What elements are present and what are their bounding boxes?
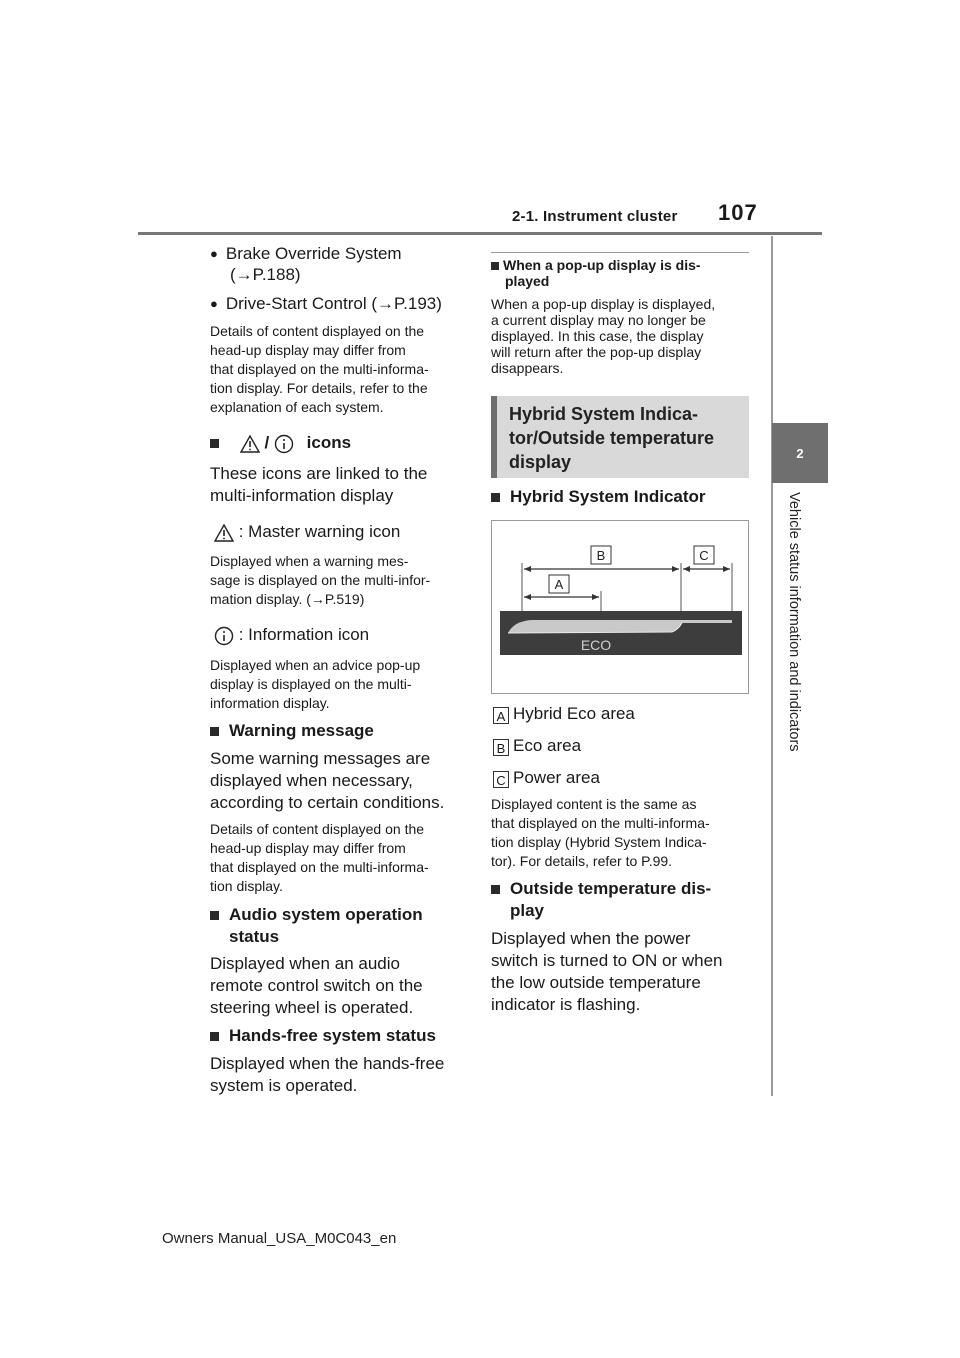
popup-heading: When a pop-up display is dis- played	[491, 257, 701, 289]
legend-b: B Eco area	[493, 735, 581, 757]
information-label: : Information icon	[214, 624, 369, 646]
information-icon	[274, 434, 294, 454]
page-number: 107	[718, 200, 758, 225]
audio-status-text: Displayed when an audio remote control switch on the steering wheel is operated.	[210, 954, 423, 1017]
outside-temp-heading: Outside temperature dis- play	[491, 878, 711, 922]
information-icon	[214, 626, 234, 646]
chapter-tab[interactable]: 2	[772, 423, 828, 483]
legend-key-b: B	[493, 739, 509, 756]
square-bullet-icon	[491, 493, 500, 502]
warning-triangle-icon	[240, 435, 260, 453]
hands-free-heading: Hands-free system status	[210, 1025, 436, 1047]
popup-text: When a pop-up display is displayed, a current display may no longer be displayed. In this case, the display will return after the pop-up display disappears.	[491, 296, 716, 376]
hsi-heading: Hybrid System Indicator	[491, 486, 706, 508]
warning-triangle-icon	[214, 524, 234, 542]
master-warning-label: : Master warning icon	[214, 521, 400, 543]
warning-message-note: Details of content displayed on the head-up display may differ from that displayed on the multi-informa- tion display.	[210, 821, 429, 894]
eco-label: ECO	[580, 637, 612, 653]
legend-a: A Hybrid Eco area	[493, 703, 635, 725]
information-desc: Displayed when an advice pop-up display is displayed on the multi- information display.	[210, 657, 421, 711]
bullet-brake-override: ● Brake Override System	[210, 243, 402, 266]
label-c: C	[699, 548, 709, 563]
square-bullet-icon	[210, 911, 219, 920]
side-rule	[771, 236, 773, 1096]
bullet-brake-override-ref[interactable]: (→P.188)	[230, 265, 301, 284]
warning-message-text: Some warning messages are displayed when necessary, according to certain conditions.	[210, 749, 445, 812]
section-title-box: Hybrid System Indica- tor/Outside temperature display	[491, 396, 749, 478]
square-bullet-icon	[210, 439, 219, 448]
legend-key-c: C	[493, 771, 509, 788]
footer-doc-id: Owners Manual_USA_M0C043_en	[162, 1230, 397, 1247]
warning-message-heading: Warning message	[210, 720, 374, 742]
arrow-icon: →	[310, 591, 325, 607]
arrow-icon: →	[235, 265, 253, 284]
hybrid-indicator-diagram	[491, 520, 749, 694]
label-a: A	[554, 577, 564, 592]
arrow-icon: →	[377, 294, 394, 313]
section-title: 2-1. Instrument cluster	[512, 208, 678, 225]
hands-free-text: Displayed when the hands-free system is operated.	[210, 1054, 445, 1095]
divider	[491, 252, 749, 253]
square-bullet-icon	[210, 1032, 219, 1041]
master-warning-desc: Displayed when a warning mes- sage is displayed on the multi-infor- mation display. (→P.519)	[210, 553, 431, 607]
icons-text: These icons are linked to the multi-information display	[210, 464, 428, 505]
chapter-title: Vehicle status information and indicators	[786, 492, 802, 752]
label-b: B	[596, 548, 606, 563]
note-hud-differ: Details of content displayed on the head-up display may differ from that displayed on the multi-informa- tion display. For details, refer to the explanation of each system.	[210, 323, 429, 415]
square-bullet-icon	[491, 262, 499, 270]
square-bullet-icon	[491, 885, 500, 894]
icons-heading: / icons	[210, 432, 351, 454]
bullet-drive-start: ● Drive-Start Control (→P.193)	[210, 293, 442, 316]
audio-status-heading: Audio system operation status	[210, 904, 423, 948]
hsi-note: Displayed content is the same as that displayed on the multi-informa- tion display (Hybrid System Indica- tor). For details, refer to P.99.	[491, 796, 710, 869]
header-rule	[138, 232, 822, 235]
outside-temp-text: Displayed when the power switch is turned to ON or when the low outside temperature indicator is flashing.	[491, 929, 723, 1014]
legend-key-a: A	[493, 707, 509, 724]
square-bullet-icon	[210, 727, 219, 736]
hybrid-indicator-illustration	[492, 521, 748, 693]
legend-c: C Power area	[493, 767, 600, 789]
